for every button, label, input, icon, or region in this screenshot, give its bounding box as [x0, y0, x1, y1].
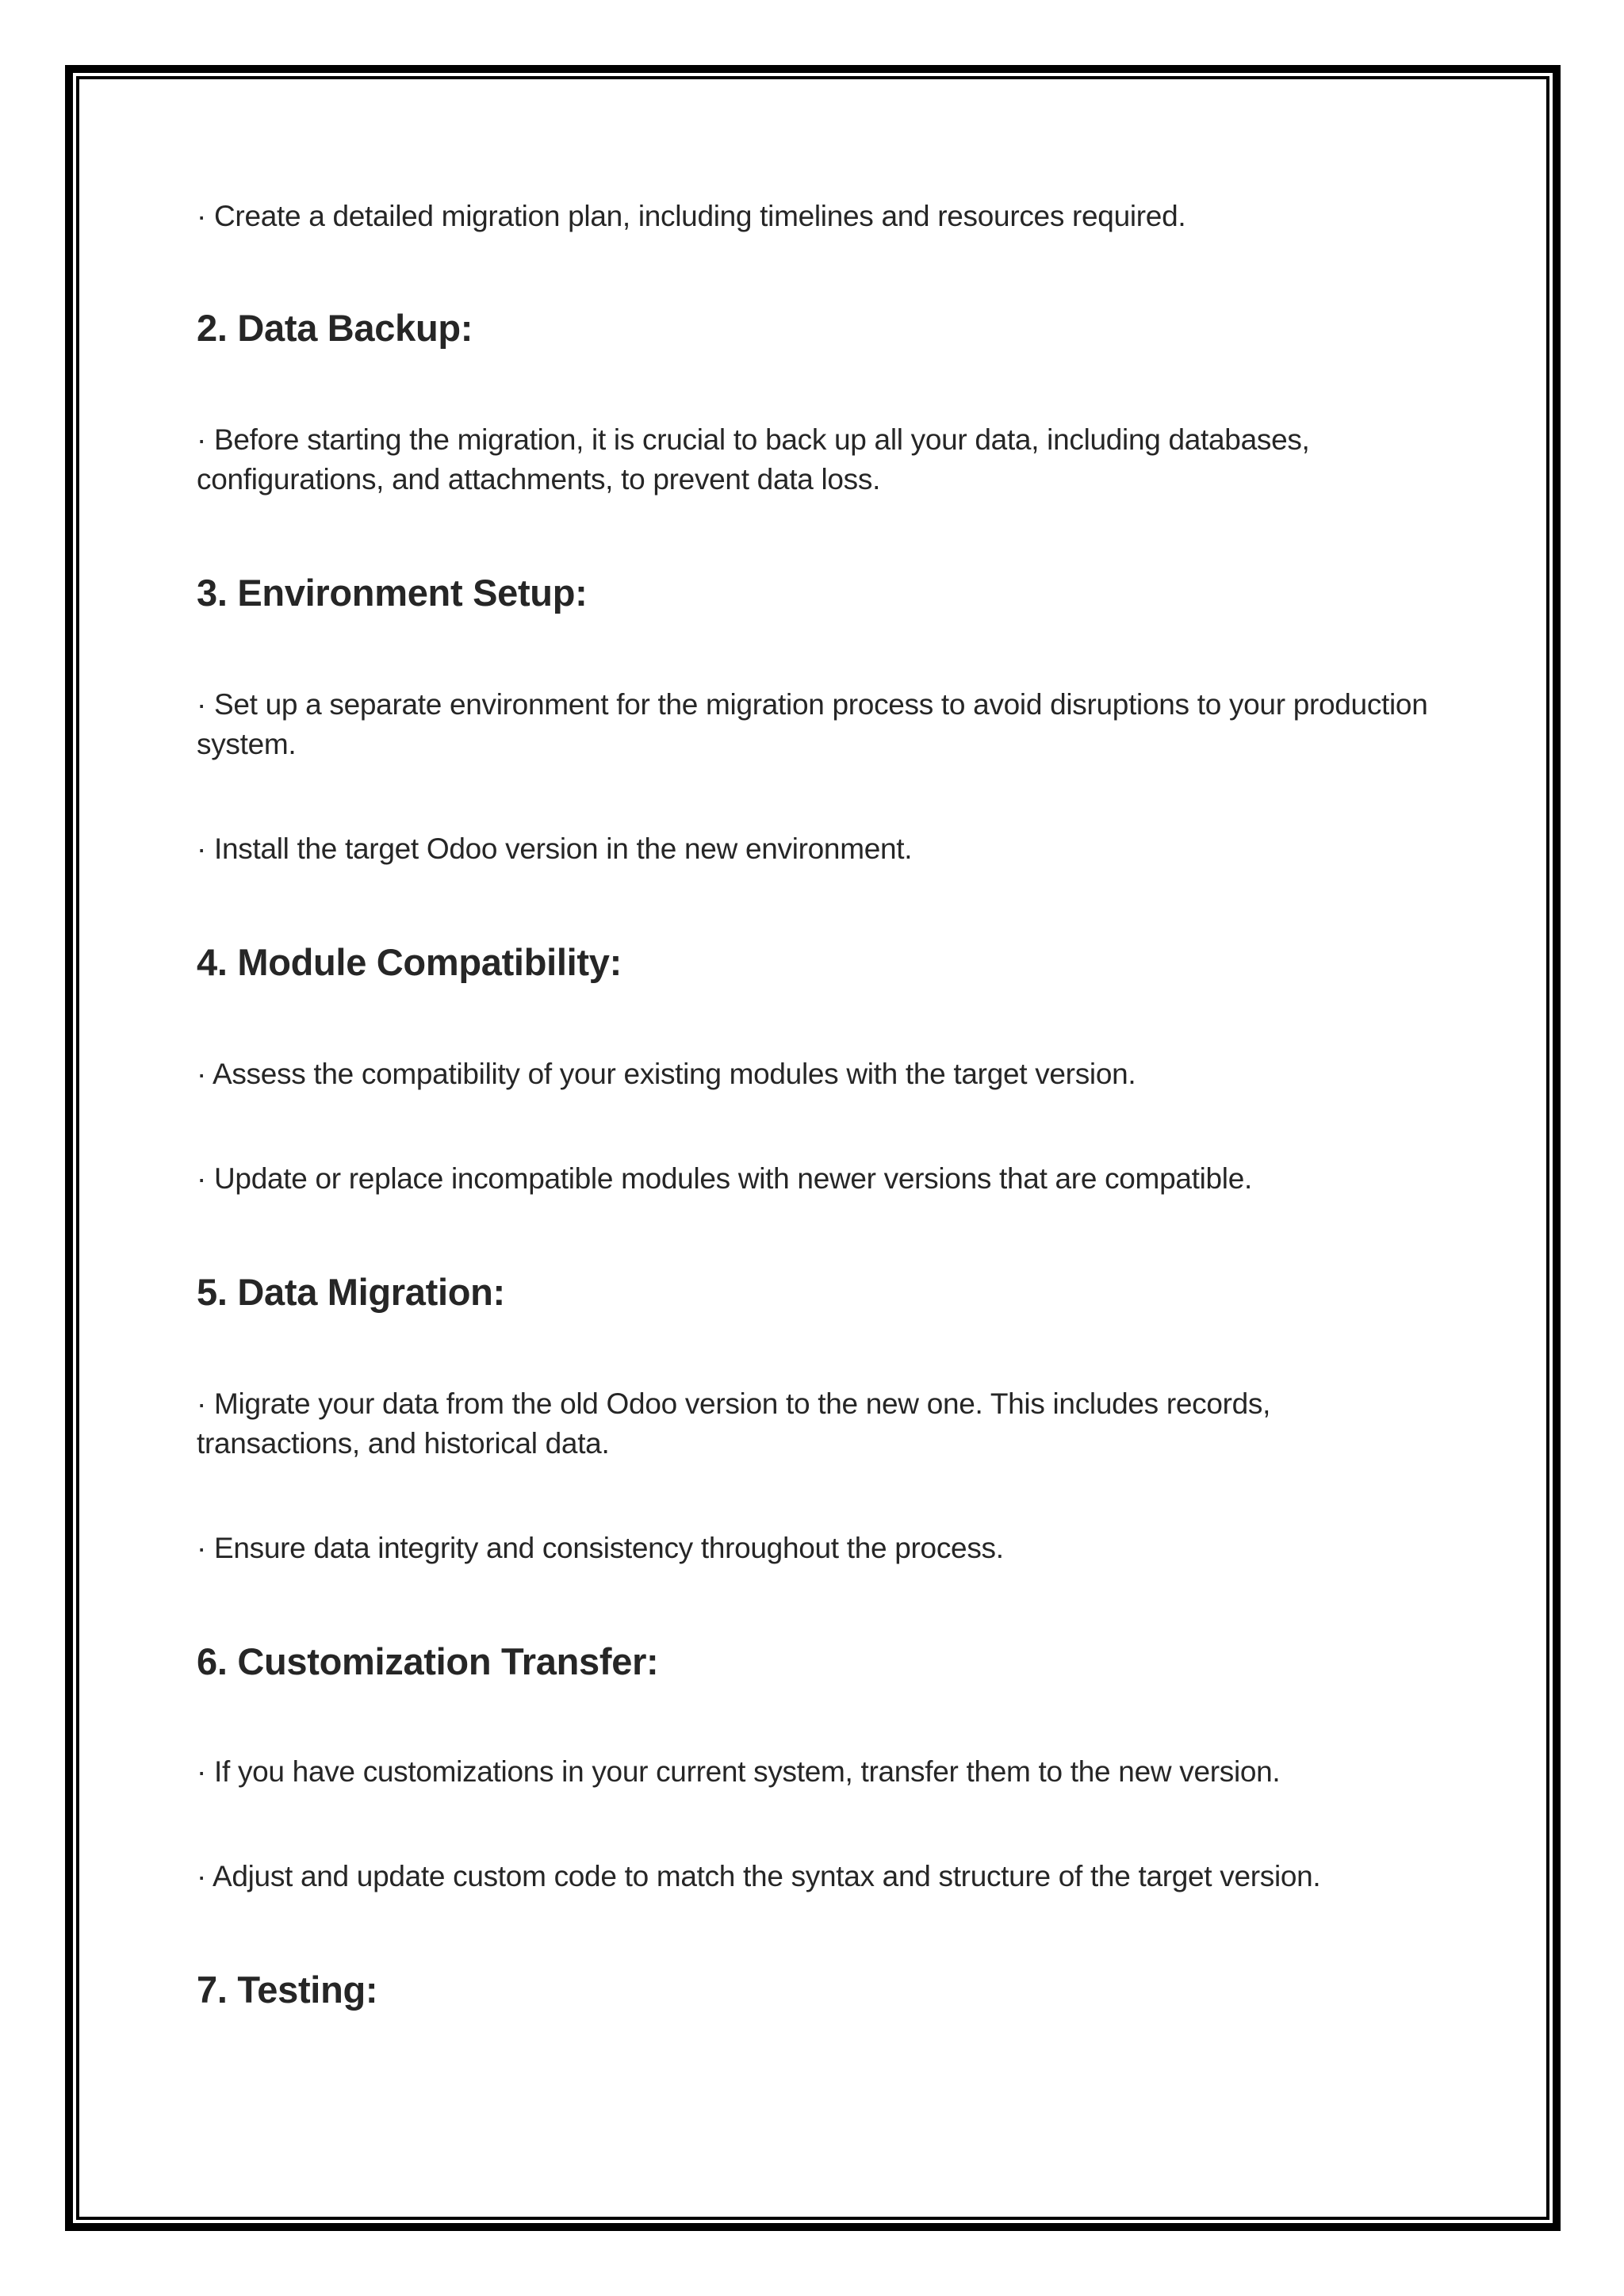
bullet-text: · Before starting the migration, it is crucial to back up all your data, including databases, configurations, and attachments, to prevent data loss. — [197, 423, 1310, 496]
bullet-data-integrity — [197, 1529, 1434, 1568]
bullet-text: · Create a detailed migration plan, including timelines and resources required. — [197, 200, 1186, 232]
bullet-install-odoo — [197, 829, 1434, 869]
bullet-separate-environment — [197, 685, 1434, 764]
bullet-text: · Set up a separate environment for the migration process to avoid disruptions to your production system. — [197, 688, 1428, 760]
bullet-text: · Update or replace incompatible modules with newer versions that are compatible. — [197, 1162, 1252, 1195]
section-heading: 6. Customization Transfer: — [197, 1640, 659, 1682]
bullet-text: · Migrate your data from the old Odoo version to the new one. This includes records, transactions, and historical data. — [197, 1387, 1271, 1460]
bullet-migrate-data — [197, 1384, 1434, 1464]
bullet-text: · Install the target Odoo version in the new environment. — [197, 832, 913, 865]
heading-data-backup — [197, 304, 1434, 352]
heading-customization-transfer — [197, 1638, 1434, 1686]
section-heading: 3. Environment Setup: — [197, 572, 588, 614]
heading-module-compatibility — [197, 939, 1434, 986]
section-heading: 5. Data Migration: — [197, 1271, 505, 1313]
bullet-update-modules — [197, 1159, 1434, 1199]
page-border-inner — [76, 76, 1549, 2220]
heading-data-migration — [197, 1269, 1434, 1316]
bullet-text: · If you have customizations in your current system, transfer them to the new version. — [197, 1755, 1281, 1788]
bullet-adjust-custom-code — [197, 1857, 1434, 1896]
bullet-backup-data — [197, 420, 1434, 499]
bullet-assess-compatibility — [197, 1054, 1434, 1094]
section-heading: 7. Testing: — [197, 1969, 378, 2011]
heading-environment-setup — [197, 569, 1434, 617]
bullet-transfer-customizations — [197, 1752, 1434, 1792]
bullet-migration-plan — [197, 197, 1434, 236]
bullet-text: · Ensure data integrity and consistency throughout the process. — [197, 1532, 1004, 1564]
section-heading: 2. Data Backup: — [197, 307, 473, 349]
bullet-text: · Assess the compatibility of your existing modules with the target version. — [197, 1058, 1136, 1090]
heading-testing — [197, 1966, 1434, 2014]
section-heading: 4. Module Compatibility: — [197, 941, 622, 983]
bullet-text: · Adjust and update custom code to match the syntax and structure of the target version. — [197, 1860, 1321, 1892]
